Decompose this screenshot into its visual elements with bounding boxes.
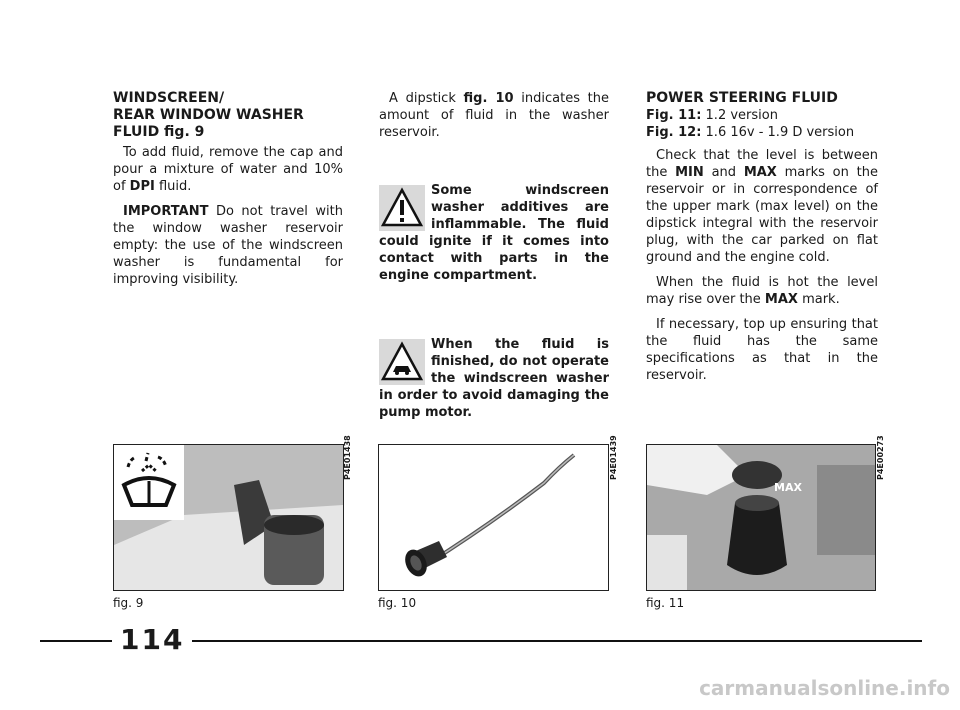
warning-pump-motor: When the fluid is finished, do not operate the windscreen washer in order to avoid damaging the pump motor. (379, 337, 609, 420)
car-warning-triangle-icon (379, 339, 425, 385)
paragraph-add-fluid: To add fluid, remove the cap and pour a mixture of water and 10% of DPI fluid. (113, 145, 343, 194)
paragraph-top-up: If necessary, top up ensuring that the fluid has the same specifications as that in the reservoir. (646, 317, 878, 383)
warning-triangle-icon (379, 185, 425, 231)
figure-9-washer-reservoir (113, 444, 344, 591)
figure-11-code: P4E00273 (876, 435, 885, 480)
figure-10-caption: fig. 10 (378, 596, 417, 610)
paragraph-fluid-hot: When the fluid is hot the level may rise over the MAX mark. (646, 275, 878, 307)
figure-11-power-steering-reservoir (646, 444, 876, 591)
figure-10-code: P4E01439 (609, 435, 618, 480)
fig-11-line: Fig. 11: 1.2 version (646, 108, 778, 123)
watermark: carmanualsonline.info (699, 676, 950, 700)
dipstick-illustration (379, 445, 608, 590)
figure-11-caption: fig. 11 (646, 596, 685, 610)
figure-10-dipstick (378, 444, 609, 591)
paragraph-dipstick: A dipstick fig. 10 indicates the amount of fluid in the washer reservoir. (379, 91, 610, 140)
max-label: MAX (774, 481, 802, 494)
fig-12-line: Fig. 12: 1.6 16v - 1.9 D version (646, 125, 855, 140)
warning-inflammable: Some windscreen washer additives are inflammable. The fluid could ignite if it comes into contact with parts in the engine compartment. (379, 183, 609, 283)
section-title-washer: WINDSCREEN/ REAR WINDOW WASHER FLUID fig. 9 (113, 90, 304, 140)
column-washer-fluid (113, 90, 343, 288)
column-dipstick (379, 90, 609, 141)
windscreen-washer-icon (118, 449, 180, 511)
power-steering-reservoir-illustration (647, 445, 875, 590)
column-power-steering (646, 90, 878, 384)
page-number: 114 (112, 624, 192, 656)
figure-9-code: P4E01438 (343, 435, 352, 480)
figure-9-caption: fig. 9 (113, 596, 144, 610)
paragraph-important: IMPORTANT Do not travel with the window washer reservoir empty: the use of the windscreen washer is fundamental for improving visibility. (113, 204, 343, 287)
section-title-power-steering: POWER STEERING FLUID (646, 90, 838, 106)
paragraph-check-level: Check that the level is between the MIN and MAX marks on the reservoir or in correspondence of the upper mark (max level) on the dipstick integral with the reservoir plug, with the car parked on flat ground and the engine cold. (646, 148, 878, 265)
